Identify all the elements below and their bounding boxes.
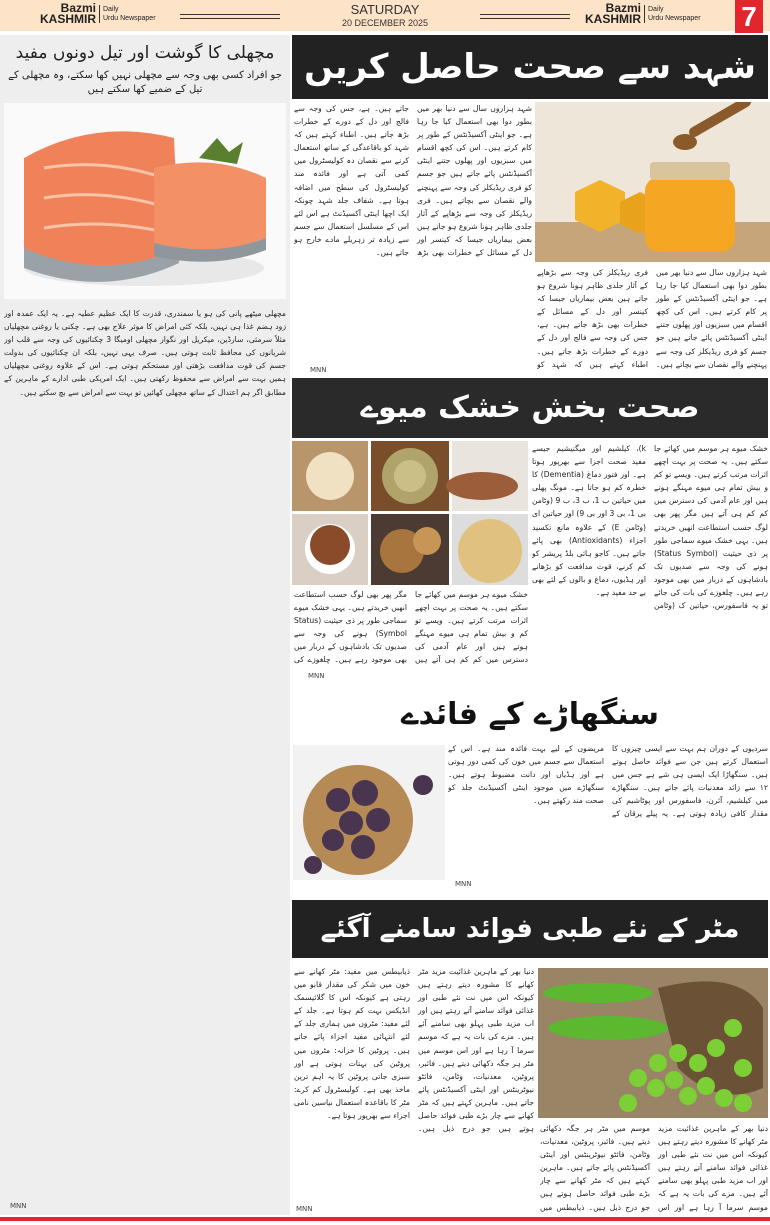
brand-tag-2: Urdu Newspaper: [103, 15, 156, 22]
peas-body-2: دنیا بھر کے ماہرین غذائیت مزید مٹر کھانے کا مشورہ دیتے رہتے ہیں کیونکہ اس میں نت نئے طبی اور غذائی فوائد سامنے آتے رہتے ہیں اور اب مزید طبی پہلو بھی سامنے آئے ہیں۔ مزے کی بات یہ ہے کہ موسم سرما آ رہا ہے اور اس موسم میں مٹر ہر جگہ دکھائی دیتے ہیں۔ فائبر، پروٹین، معدنیات، وٹامن، فائٹو نیوٹرینٹس اور اینٹی آکسیڈنٹس پائے جاتے ہیں۔ ماہرین کہتے ہیں کہ مٹر کھانے سے چار بڑے طبی فوائد حاصل ہوتے ہیں جو درج ذیل ہیں۔ ذیابیطس میں: [540, 1124, 768, 1212]
fish-subtitle: جو افراد کسی بھی وجہ سے مچھلی نہیں کھا سکتے، وہ مچھلی کے تیل کے ضمیے کھا سکتے ہیں: [8, 70, 282, 95]
fish-headline: مچھلی کا گوشت اور تیل دونوں مفید: [15, 43, 275, 63]
masthead: [0, 0, 770, 31]
peas-image: [538, 968, 768, 1118]
credit: MNN: [455, 880, 472, 888]
issue-day: SATURDAY: [350, 2, 420, 17]
brand-name: Bazmi: [60, 1, 96, 15]
dry-fruits-image: [292, 441, 528, 585]
credit: MNN: [296, 1205, 313, 1213]
fish-article: [0, 35, 290, 1215]
brand-tag-2: Urdu Newspaper: [648, 15, 701, 22]
fish-body: مچھلی میٹھے پانی کی ہو یا سمندری، قدرت کا ایک عظیم عطیہ ہے۔ یہ ایک عمدہ اور زود ہضم غذا ہی نہیں، بلکہ کئی امراض کا موثر علاج بھی ہے۔ چکنی یا روغنی مچھلیاں مثلاً سرمئی، سارڈین، میکریل اور نگوار مچھلی اومیگا 3 چکنائیوں کی وجہ سے قلب اور شریانوں کی محافظ ثابت ہوتی ہیں۔ صرف یہی نہیں، بلکہ ان چکنائیوں کی بدولت جسم کی قوت مدافعت بڑھتی اور مستحکم ہوتی ہے۔ اس کے علاوہ روغنی مچھلیاں ہمیں بہت سے امراض سے محفوظ رکھتی ہیں۔ ایک امریکی طبی ادارے کے ماہرین کے مطابق اگر ہم اعتدال کے ساتھ مچھلی کھائیں تو بہت سے امراض سے بچ سکتے ہیں۔: [4, 309, 286, 397]
issue-date: 20 DECEMBER 2025: [341, 18, 429, 28]
credit: MNN: [10, 1202, 27, 1210]
credit: MNN: [308, 672, 325, 680]
nuts-body-2: خشک میوے ہر موسم میں کھائے جا سکتے ہیں۔ یہ صحت پر بہت اچھے اثرات مرتب کرتے ہیں۔ ویسے تو کم و بیش تمام ہی میوے مہنگے ہوتے ہیں اور عام آدمی کی دسترس میں کم کم ہی آتے ہیں مگر پھر بھی لوگ حسب استطاعت انھیں خریدتے ہیں۔ یہی خشک میوے سماجی طور پر ذی حیثیت (Status Symbol) ہونے کی وجہ سے صدیوں تک بادشاہوں کے دربار میں بھی موجود رہے ہیں۔ چلغوزے کی بات کی جائے تو یہ فاسفورس، حیاتین ک (وٹامن k)، کیلشیم اور میگنیشیم جیسے مفید صحت اجزا سے بھرپور ہوتا ہے۔ اور فتور دماغ (Dementia) کا خطرہ کم ہو جاتا ہے۔ مونگ پھلی میں حیاتین ب 1، ب 3، ب 9 (وٹامن بی 1، بی 3 اور بی 9) اور حیاتین ای (وٹامن E) کے علاوہ مانع تکسید اجزاء (Antioxidants) بھی پائے جاتے ہیں۔ کاجو ہائی بلڈ پریشر کو کم کرنے، قوت مدافعت کو بڑھانے اور ہڈیوں، دماغ و بالوں کے لئے بھی بے حد مفید ہے۔: [532, 444, 768, 611]
nuts-body-1: خشک میوے ہر موسم میں کھائے جا سکتے ہیں۔ یہ صحت پر بہت اچھے اثرات مرتب کرتے ہیں۔ ویسے تو کم و بیش تمام ہی میوے مہنگے ہوتے ہیں اور عام آدمی کی دسترس میں کم کم ہی آتے ہیں مگر پھر بھی لوگ حسب استطاعت انھیں خریدتے ہیں۔ یہی خشک میوے سماجی طور پر ذی حیثیت (Status Symbol) ہونے کی وجہ سے صدیوں تک بادشاہوں کے دربار میں بھی موجود رہے ہیں۔ چلغوزے کی: [294, 590, 528, 665]
chestnut-body: سردیوں کے دوران ہم بہت سے ایسی چیزوں کا استعمال کرتے ہیں جن سے فوائد حاصل ہوتے ہیں۔ سنگھاڑا ایک ایسی ہی شے ہے جس میں ۱۲ سے زائد معدنیات پائے جاتے ہیں۔ سنگھاڑے میں کیلشیم، آئرن، فاسفورس اور پوٹاشیم کی مقدار کافی زیادہ ہوتی ہے۔ یہ پیلے یرقان کے مریضوں کے لیے بہت فائدہ مند ہے۔ اس کے استعمال سے جسم میں خون کی کمی دور ہوتی ہے اور ہڈیاں اور دانت مضبوط ہوتے ہیں۔ سنگھاڑے میں موجود اینٹی آکسیڈنٹ جلد کو صحت مند رکھتے ہیں۔: [448, 744, 768, 819]
brand-left: [40, 3, 156, 25]
divider: [180, 14, 280, 19]
credit: MNN: [310, 366, 327, 374]
brand-name-2: KASHMIR: [585, 12, 641, 26]
page-number: 7: [735, 0, 763, 33]
honey-body-1: شہد ہزاروں سال سے دنیا بھر میں بطور دوا بھی استعمال کیا جا رہا ہے۔ جو اینٹی آکسیڈنٹس کے طور پر کام کرتے ہیں۔ اس کی کچھ اقسام میں سبزیوں اور پھلوں جتنے اینٹی آکسیڈنٹس پائے جاتے ہیں جو جسم کو فری ریڈیکلز کی وجہ سے پہنچنے والے نقصان سے بچاتے ہیں۔ فری ریڈیکلز کی وجہ سے بڑھاپے کے آثار جلدی ظاہر ہونا شروع ہو جاتے ہیں بعض بیماریاں جیسا کہ کینسر اور دل کے مسائل کے خطرات بھی بڑھ جاتے ہیں۔ ہے، جس کی وجہ سے فالج اور دل کے دورے کے خطرات بڑھ جاتے ہیں۔ اطباء کہتے ہیں کہ شہد کو باقاعدگی کے ساتھ استعمال کرنے سے نقصان دہ کولیسٹرول میں کمی آتی ہے اور فائدہ مند کولیسٹرول کی سطح میں اضافہ ہوتا ہے۔ شفاف جلد شہد چونکہ ایک اچھا اینٹی آکسیڈنٹ ہے اس لئے اس کے مسلسل استعمال سے جسم سے زیادہ تر زہریلے مادے خارج ہو جاتے ہیں۔: [294, 104, 532, 258]
brand-tag: Daily: [648, 6, 664, 13]
salmon-image: [4, 103, 286, 299]
brand-tag: Daily: [103, 6, 119, 13]
brand-name: Bazmi: [605, 1, 641, 15]
divider: [480, 14, 570, 19]
brand-name-2: KASHMIR: [40, 12, 96, 26]
honey-image: [535, 102, 770, 262]
peas-body-1: دنیا بھر کے ماہرین غذائیت مزید مٹر کھانے کا مشورہ دیتے رہتے ہیں کیونکہ اس میں نت نئے طبی اور غذائی فوائد سامنے آتے رہتے ہیں اور اب مزید طبی پہلو بھی سامنے آئے ہیں۔ مزے کی بات یہ ہے کہ موسم سرما آ رہا ہے اور اس موسم میں مٹر ہر جگہ دکھائی دیتے ہیں۔ فائبر، پروٹین، معدنیات، وٹامن، فائٹو نیوٹرینٹس اور اینٹی آکسیڈنٹس پائے جاتے ہیں۔ ماہرین کہتے ہیں کہ مٹر کھانے سے چار بڑے طبی فوائد حاصل ہوتے ہیں جو درج ذیل ہیں۔ ذیابیطس میں مفید: مٹر کھانے سے خون میں شکر کی مقدار قابو میں رہتی ہے کیونکہ اس کا گلائیسمک انڈیکس بہت کم ہوتا ہے۔ جلد کے لئے مفید: مٹروں میں ہماری جلد کے لئے انتہائی مفید اجزاء پائے جاتے ہیں۔ پروٹین کا خزانہ: مٹروں میں پروٹین کی بہتات ہوتی ہے اور سبزی جاتی پروٹین کا یہ اہم ترین ماخذ بھی ہے۔ کولیسٹرول کم کرے: مٹر کا باقاعدہ استعمال نیاسین نامی اجزاء سے بھرپور ہوتا ہے۔: [294, 967, 534, 1134]
peas-headline: مٹر کے نئے طبی فوائد سامنے آگئے: [292, 900, 768, 958]
brand-right: [585, 3, 701, 25]
bottom-rule: [0, 1217, 770, 1221]
honey-headline: شہد سے صحت حاصل کریں: [292, 35, 768, 99]
nuts-headline: صحت بخش خشک میوے: [292, 378, 768, 438]
chestnut-headline: سنگھاڑے کے فائدے: [400, 697, 660, 732]
water-chestnut-image: [293, 745, 445, 880]
honey-body-2: شہد ہزاروں سال سے دنیا بھر میں بطور دوا بھی استعمال کیا جا رہا ہے۔ جو اینٹی آکسیڈنٹس کے طور پر کام کرتے ہیں۔ اس کی کچھ اقسام میں سبزیوں اور پھلوں جتنے اینٹی آکسیڈنٹس پائے جاتے ہیں جو جسم کو فری ریڈیکلز کی وجہ سے پہنچنے والے نقصان سے بچاتے ہیں۔ فری ریڈیکلز کی وجہ سے بڑھاپے کے آثار جلدی ظاہر ہونا شروع ہو جاتے ہیں بعض بیماریاں جیسا کہ کینسر اور دل کے مسائل کے خطرات بھی بڑھ جاتے ہیں۔ ہے، جس کی وجہ سے فالج اور دل کے دورے کے خطرات بڑھ جاتے ہیں۔ اطباء کہتے ہیں کہ شہد کو: [537, 268, 767, 369]
